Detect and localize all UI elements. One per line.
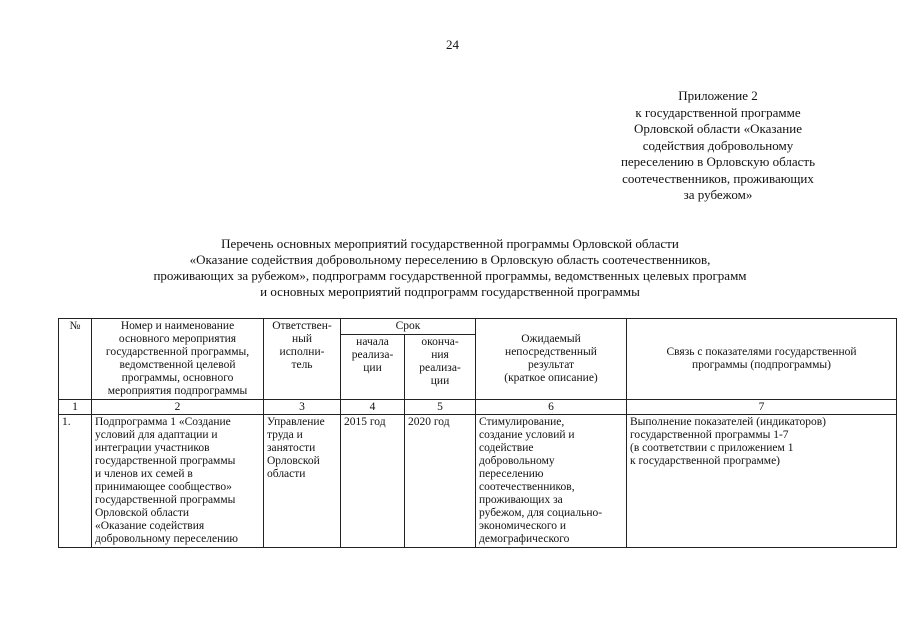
row-result-line: демографического [479,533,570,545]
row-link-line: государственной программы 1-7 [630,429,789,441]
header-executor-line: ный [291,333,313,345]
row-name-line: «Оказание содействия [95,520,205,532]
row-result [476,415,627,548]
column-number: 6 [476,400,627,415]
row-result-line: добровольному [479,455,555,467]
row-result-line: содействие [479,442,534,454]
row-executor-line: труда и [267,429,303,441]
header-result-line: (краткое описание) [504,372,598,384]
header-start-line: начала [356,336,389,348]
row-end: 2020 год [405,415,476,548]
column-number: 1 [59,400,92,415]
header-name-line: программы, основного [121,372,234,384]
header-result-line: Ожидаемый [521,333,581,345]
header-name [92,319,264,400]
row-name-line: и членов их семей в [95,468,193,480]
header-name-line: основного мероприятия [118,333,237,345]
row-name-line: Подпрограмма 1 «Создание [95,416,231,428]
row-name-line: добровольному переселению [95,533,238,545]
events-table [58,318,897,548]
header-end-line: реализа- [419,362,461,374]
column-number: 4 [341,400,405,415]
table-row [59,415,897,548]
row-link-line: к государственной программе) [630,455,781,467]
row-result-line: переселению [479,468,544,480]
row-name-line: Орловской области [95,507,190,519]
document-title [100,236,800,300]
column-numbers-row [59,400,897,415]
row-result-line: рубежом, для социально- [479,507,603,519]
header-name-line: мероприятия подпрограммы [107,385,248,397]
appendix-caption [588,88,848,204]
header-executor-line: тель [291,359,313,371]
header-name-line: ведомственной целевой [119,359,236,371]
row-name-line: государственной программы [95,455,236,467]
row-link [627,415,897,548]
row-result-line: проживающих за [479,494,563,506]
row-executor-line: области [267,468,306,480]
header-end-line: ции [430,375,450,387]
column-number: 2 [92,400,264,415]
title-line: проживающих за рубежом», подпрограмм государственной программы, ведомственных целевых программ [153,268,747,283]
header-result-line: результат [527,359,575,371]
header-end-line: оконча- [421,336,459,348]
header-end-line: ния [431,349,449,361]
column-number: 7 [627,400,897,415]
header-executor [264,319,341,400]
column-number: 3 [264,400,341,415]
row-executor-line: Орловской [267,455,320,467]
header-start [341,335,405,400]
header-link-line: программы (подпрограммы) [692,359,831,371]
row-executor [264,415,341,548]
row-result-line: Стимулирование, [479,416,565,428]
header-num: № [59,319,92,400]
header-result [476,319,627,400]
header-end [405,335,476,400]
row-result-line: создание условий и [479,429,575,441]
row-link-line: Выполнение показателей (индикаторов) [630,416,826,428]
header-start-line: реализа- [351,349,394,361]
header-start-line: ции [363,362,382,374]
header-executor-line: Ответствен- [272,320,332,332]
header-executor-line: исполни- [279,346,325,358]
row-result-line: соотечественников, [479,481,575,493]
header-link-line: Связь с показателями государственной [666,346,857,358]
row-result-line: экономического и [479,520,567,532]
row-name-line: государственной программы [95,494,236,506]
row-num: 1. [59,415,92,548]
header-name-line: государственной программы, [105,346,250,358]
header-name-line: Номер и наименование [120,320,235,332]
header-term: Срок [341,319,476,335]
title-line: «Оказание содействия добровольному переселению в Орловскую область соотечественников, [189,252,711,267]
appendix-line: к государственной программе [635,104,801,120]
row-executor-line: занятости [267,442,316,454]
appendix-line: Приложение 2 [678,88,758,103]
title-line: Перечень основных мероприятий государственной программы Орловской области [221,236,679,251]
appendix-line: содействия добровольному [642,137,794,153]
row-name-line: принимающее сообщество» [95,481,232,493]
row-name [92,415,264,548]
appendix-line: переселению в Орловскую область [620,154,816,169]
row-name-line: интеграции участников [95,442,210,454]
appendix-line: Орловской области «Оказание [634,121,802,136]
row-start: 2015 год [341,415,405,548]
header-link [627,319,897,400]
page-number: 24 [446,37,459,52]
column-number: 5 [405,400,476,415]
row-link-line: (в соответствии с приложением 1 [630,442,794,454]
row-name-line: условий для адаптации и [95,429,218,441]
title-line: и основных мероприятий подпрограмм государственной программы [260,284,640,299]
appendix-line: за рубежом» [683,187,753,202]
header-result-line: непосредственный [505,346,597,358]
row-executor-line: Управление [267,416,325,428]
appendix-line: соотечественников, проживающих [622,170,814,186]
